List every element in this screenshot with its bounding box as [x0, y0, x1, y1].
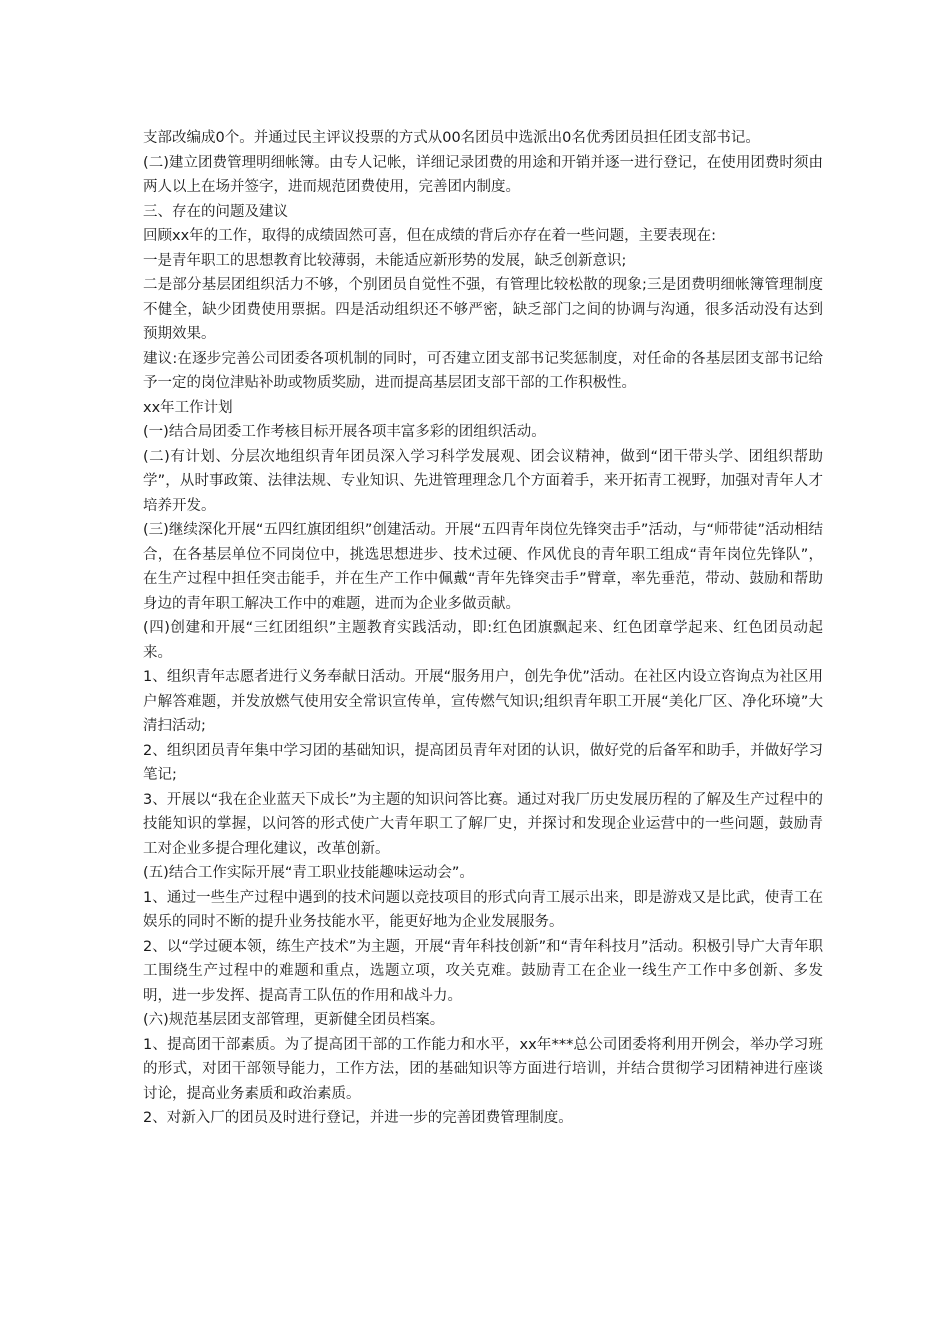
paragraph: 2、对新入厂的团员及时进行登记，并进一步的完善团费管理制度。: [143, 1110, 573, 1126]
paragraph: 3、开展以“我在企业蓝天下成长”为主题的知识问答比赛。通过对我厂历史发展历程的了解及生产过程中的技能知识的掌握，以问答的形式使广大青年职工了解厂史，并探讨和发现企业运营中的一些问题，鼓励青工对企业多提合理化建议，改革创新。: [143, 791, 823, 857]
paragraph: 1、组织青年志愿者进行义务奉献日活动。开展“服务用户，创先争优”活动。在社区内设立咨询点为社区用户解答难题，并发放燃气使用安全常识宣传单，宣传燃气知识;组织青年职工开展“美化厂区、净化环境”大清扫活动;: [143, 669, 823, 734]
paragraph: 1、提高团干部素质。为了提高团干部的工作能力和水平，xx年***总公司团委将利用开例会，举办学习班的形式，对团干部领导能力，工作方法，团的基础知识等方面进行培训，并结合贯彻学习团精神进行座谈讨论，提高业务素质和政治素质。: [143, 1036, 823, 1102]
paragraph: 一是青年职工的思想教育比较薄弱，未能适应新形势的发展，缺乏创新意识;: [143, 252, 627, 269]
paragraph: (四)创建和开展“三红团组织”主题教育实践活动，即:红色团旗飘起来、红色团章学起来、红色团员动起来。: [143, 620, 823, 661]
paragraph: 二是部分基层团组织活力不够，个别团员自觉性不强，有管理比较松散的现象;三是团费明细帐簿管理制度不健全，缺少团费使用票据。四是活动组织还不够严密，缺乏部门之间的协调与沟通，很多活动没有达到预期效果。: [143, 277, 823, 342]
paragraph: 2、以“学过硬本领，练生产技术”为主题，开展“青年科技创新”和“青年科技月”活动。积极引导广大青年职工围绕生产过程中的难题和重点，选题立项，攻关克难。鼓励青工在企业一线生产工作中多创新、多发明，进一步发挥、提高青工队伍的作用和战斗力。: [143, 938, 823, 1004]
paragraph: (一)结合局团委工作考核目标开展各项丰富多彩的团组织活动。: [143, 424, 546, 440]
paragraph: 建议:在逐步完善公司团委各项机制的同时，可否建立团支部书记奖惩制度，对任命的各基层团支部书记给予一定的岗位津贴补助或物质奖励，进而提高基层团支部干部的工作积极性。: [143, 350, 823, 391]
paragraph: 2、组织团员青年集中学习团的基础知识，提高团员青年对团的认识，做好党的后备军和助手，并做好学习笔记;: [143, 742, 823, 783]
paragraph: (五)结合工作实际开展“青工职业技能趣味运动会”。: [143, 865, 474, 881]
paragraph: (六)规范基层团支部管理，更新健全团员档案。: [143, 1012, 445, 1028]
paragraph: (二)建立团费管理明细帐簿。由专人记帐，详细记录团费的用途和开销并逐一进行登记，在使用团费时须由两人以上在场并签字，进而规范团费使用，完善团内制度。: [143, 154, 823, 195]
paragraph: 回顾xx年的工作，取得的成绩固然可喜，但在成绩的背后亦存在着一些问题，主要表现在:: [143, 228, 717, 244]
paragraph: (三)继续深化开展“五四红旗团组织”创建活动。开展“五四青年岗位先锋突击手”活动，与“师带徒”活动相结合，在各基层单位不同岗位中，挑选思想进步、技术过硬、作风优良的青年职工组成“青年岗位先锋队”，在生产过程中担任突击能手，并在生产工作中佩戴“青年先锋突击手”臂章，率先垂范，带动、鼓励和帮助身边的青年职工解决工作中的难题，进而为企业多做贡献。: [143, 522, 823, 612]
paragraph: 支部改编成0个。并通过民主评议投票的方式从00名团员中选派出0名优秀团员担任团支部书记。: [143, 130, 760, 146]
section-heading: xx年工作计划: [143, 399, 233, 416]
paragraph: 1、通过一些生产过程中遇到的技术问题以竞技项目的形式向青工展示出来，即是游戏又是比武，使青工在娱乐的同时不断的提升业务技能水平，能更好地为企业发展服务。: [143, 889, 823, 930]
section-heading: 三、存在的问题及建议: [143, 203, 288, 220]
document-body: [143, 126, 823, 1131]
paragraph: (二)有计划、分层次地组织青年团员深入学习科学发展观、团会议精神，做到“团干带头学、团组织帮助学”，从时事政策、法律法规、专业知识、先进管理理念几个方面着手，来开拓青工视野，加强对青年人才培养开发。: [143, 448, 823, 514]
